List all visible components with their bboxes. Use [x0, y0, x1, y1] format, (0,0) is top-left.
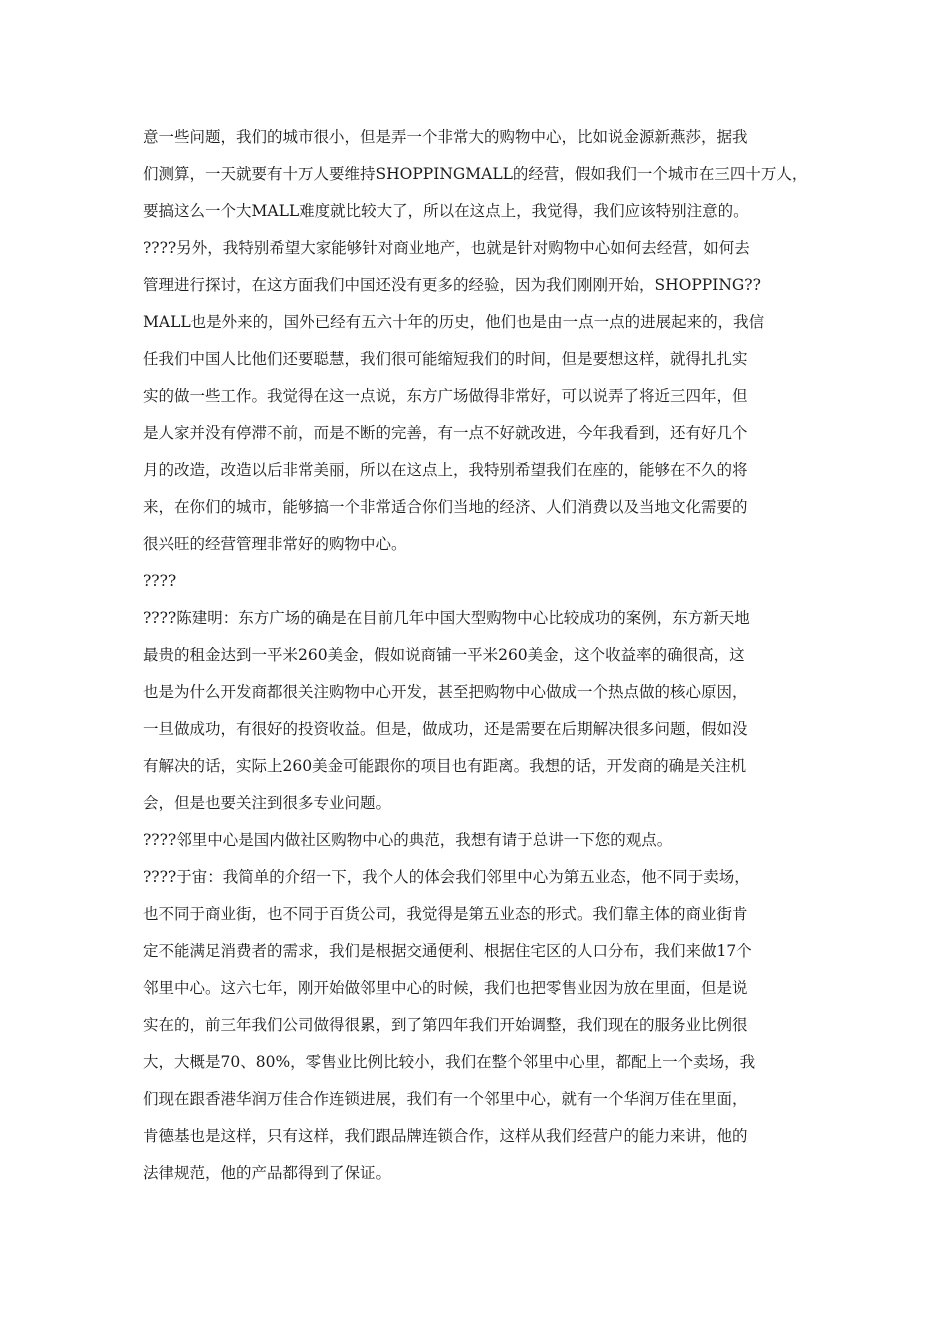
text-line: 会，但是也要关注到很多专业问题。	[143, 794, 392, 812]
text-line: 也不同于商业街，也不同于百货公司，我觉得是第五业态的形式。我们靠主体的商业街肯	[143, 905, 748, 923]
text-line: ????邻里中心是国内做社区购物中心的典范，我想有请于总讲一下您的观点。	[143, 831, 673, 849]
text-line: 意一些问题，我们的城市很小，但是弄一个非常大的购物中心，比如说金源新燕莎，据我	[143, 128, 748, 146]
text-line: 一旦做成功，有很好的投资收益。但是，做成功，还是需要在后期解决很多问题，假如没	[143, 720, 748, 738]
text-line: 定不能满足消费者的需求，我们是根据交通便利、根据住宅区的人口分布，我们来做17个	[143, 942, 752, 960]
text-line: 来，在你们的城市，能够搞一个非常适合你们当地的经济、人们消费以及当地文化需要的	[143, 498, 748, 516]
text-line: 大，大概是70、80%，零售业比例比较小，我们在整个邻里中心里，都配上一个卖场，我	[143, 1053, 756, 1071]
text-line: 法律规范，他的产品都得到了保证。	[143, 1164, 392, 1182]
text-line: ????另外，我特别希望大家能够针对商业地产，也就是针对购物中心如何去经营，如何去	[143, 239, 750, 257]
text-line: 们现在跟香港华润万佳合作连锁进展，我们有一个邻里中心，就有一个华润万佳在里面，	[143, 1090, 748, 1108]
text-line: ????	[143, 572, 177, 590]
text-line: 月的改造，改造以后非常美丽，所以在这点上，我特别希望我们在座的，能够在不久的将	[143, 461, 748, 479]
text-line: 要搞这么一个大MALL难度就比较大了，所以在这点上，我觉得，我们应该特别注意的。	[143, 202, 749, 220]
text-line: 邻里中心。这六七年，刚开始做邻里中心的时候，我们也把零售业因为放在里面，但是说	[143, 979, 748, 997]
text-line: 也是为什么开发商都很关注购物中心开发，甚至把购物中心做成一个热点做的核心原因，	[143, 683, 748, 701]
text-line: 管理进行探讨，在这方面我们中国还没有更多的经验，因为我们刚刚开始，SHOPPING??	[143, 276, 761, 294]
text-line: ????陈建明：东方广场的确是在目前几年中国大型购物中心比较成功的案例，东方新天地	[143, 609, 750, 627]
text-line: ????于宙：我简单的介绍一下，我个人的体会我们邻里中心为第五业态，他不同于卖场，	[143, 868, 750, 886]
text-line: 有解决的话，实际上260美金可能跟你的项目也有距离。我想的话，开发商的确是关注机	[143, 757, 747, 775]
text-line: 是人家并没有停滞不前，而是不断的完善，有一点不好就改进，今年我看到，还有好几个	[143, 424, 748, 442]
text-line: 们测算，一天就要有十万人要维持SHOPPINGMALL的经营，假如我们一个城市在三四十万人，	[143, 165, 808, 183]
text-line: 实的做一些工作。我觉得在这一点说，东方广场做得非常好，可以说弄了将近三四年，但	[143, 387, 748, 405]
text-line: 实在的，前三年我们公司做得很累，到了第四年我们开始调整，我们现在的服务业比例很	[143, 1016, 748, 1034]
text-line: 任我们中国人比他们还要聪慧，我们很可能缩短我们的时间，但是要想这样，就得扎扎实	[143, 350, 748, 368]
text-line: 肯德基也是这样，只有这样，我们跟品牌连锁合作，这样从我们经营户的能力来讲，他的	[143, 1127, 748, 1145]
text-line: MALL也是外来的，国外已经有五六十年的历史，他们也是由一点一点的进展起来的，我信	[143, 313, 765, 331]
text-line: 很兴旺的经营管理非常好的购物中心。	[143, 535, 407, 553]
text-line: 最贵的租金达到一平米260美金，假如说商铺一平米260美金，这个收益率的确很高，这	[143, 646, 745, 664]
